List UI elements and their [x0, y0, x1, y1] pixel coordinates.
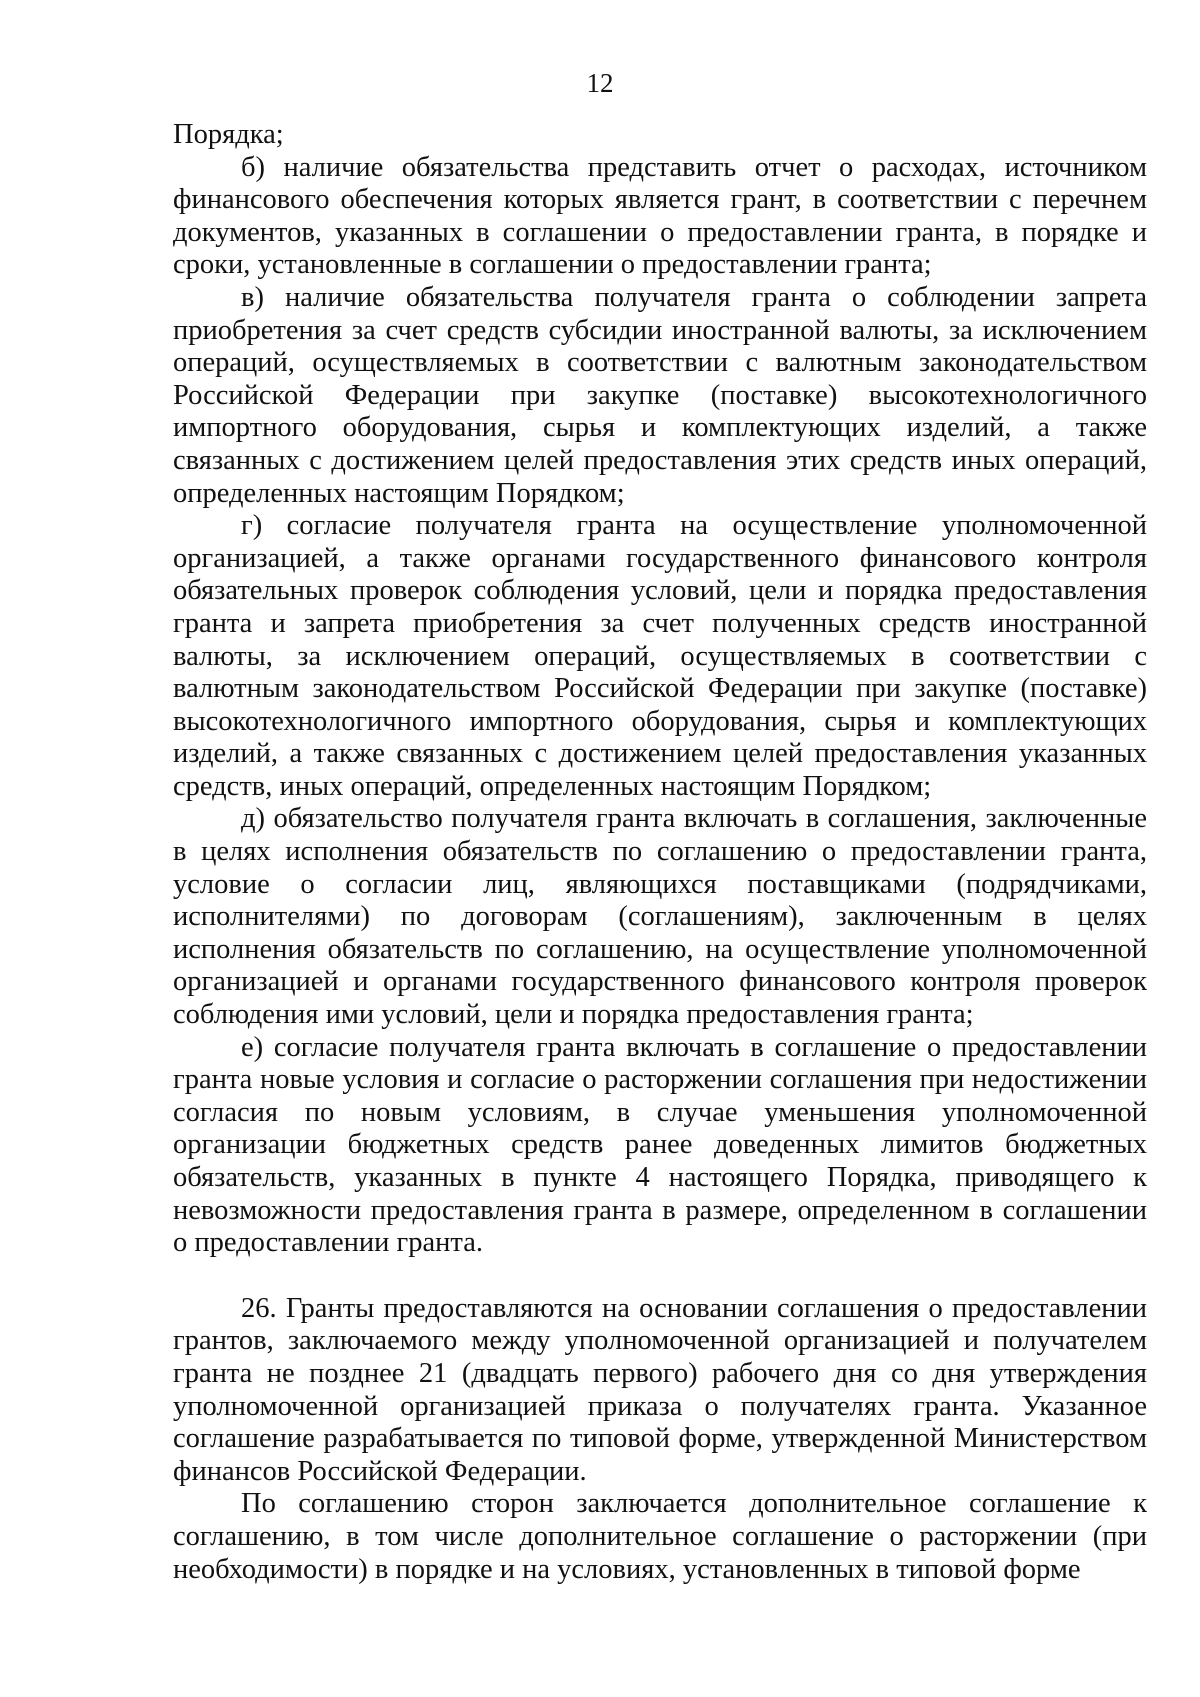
paragraph-item-g: г) согласие получателя гранта на осуществление уполномоченной организацией, а также органами государственного финансового контроля обязательных проверок соблюдения условий, цели и порядка предоставления гранта и запрета приобретения за счет полученных средств иностранной валюты, за исключением операций, осуществляемых в соответствии с валютным законодательством Российской Федерации при закупке (поставке) высокотехнологичного импортного оборудования, сырья и комплектующих изделий, а также связанных с достижением целей предоставления указанных средств, иных операций, определенных настоящим Порядком; [173, 510, 1147, 802]
paragraph-item-v: в) наличие обязательства получателя гранта о соблюдении запрета приобретения за счет средств субсидии иностранной валюты, за исключением операций, осуществляемых в соответствии с валютным законодательством Российской Федерации при закупке (поставке) высокотехнологичного импортного оборудования, сырья и комплектующих изделий, а также связанных с достижением целей предоставления этих средств иных операций, определенных настоящим Порядком; [173, 281, 1147, 509]
paragraph-item-d: д) обязательство получателя гранта включать в соглашения, заключенные в целях исполнения обязательств по соглашению о предоставлении гранта, условие о согласии лиц, являющихся поставщиками (подрядчиками, исполнителями) по договорам (соглашениям), заключенным в целях исполнения обязательств по соглашению, на осуществление уполномоченной организацией и органами государственного финансового контроля проверок соблюдения ими условий, цели и порядка предоставления гранта; [173, 803, 1147, 1031]
document-body [173, 119, 1147, 1586]
paragraph-clause-26: 26. Гранты предоставляются на основании соглашения о предоставлении грантов, заключаемого между уполномоченной организацией и получателем гранта не позднее 21 (двадцать первого) рабочего дня со дня утверждения уполномоченной организацией приказа о получателях гранта. Указанное соглашение разрабатывается по типовой форме, утвержденной Министерством финансов Российской Федерации. [173, 1292, 1147, 1487]
page-number: 12 [586, 68, 614, 98]
paragraph-continuation: Порядка; [173, 119, 284, 150]
paragraph-item-e: е) согласие получателя гранта включать в соглашение о предоставлении гранта новые условия и согласие о расторжении соглашения при недостижении согласия по новым условиям, в случае уменьшения уполномоченной организации бюджетных средств ранее доведенных лимитов бюджетных обязательств, указанных в пункте 4 настоящего Порядка, приводящего к невозможности предоставления гранта в размере, определенном в соглашении о предоставлении гранта. [173, 1031, 1147, 1259]
paragraph-additional-agreement: По соглашению сторон заключается дополнительное соглашение к соглашению, в том числе дополнительное соглашение о расторжении (при необходимости) в порядке и на условиях, установленных в типовой форме [173, 1488, 1147, 1585]
paragraph-item-b: б) наличие обязательства представить отчет о расходах, источником финансового обеспечения которых является грант, в соответствии с перечнем документов, указанных в соглашении о предоставлении гранта, в порядке и сроки, установленные в соглашении о предоставлении гранта; [173, 151, 1147, 281]
